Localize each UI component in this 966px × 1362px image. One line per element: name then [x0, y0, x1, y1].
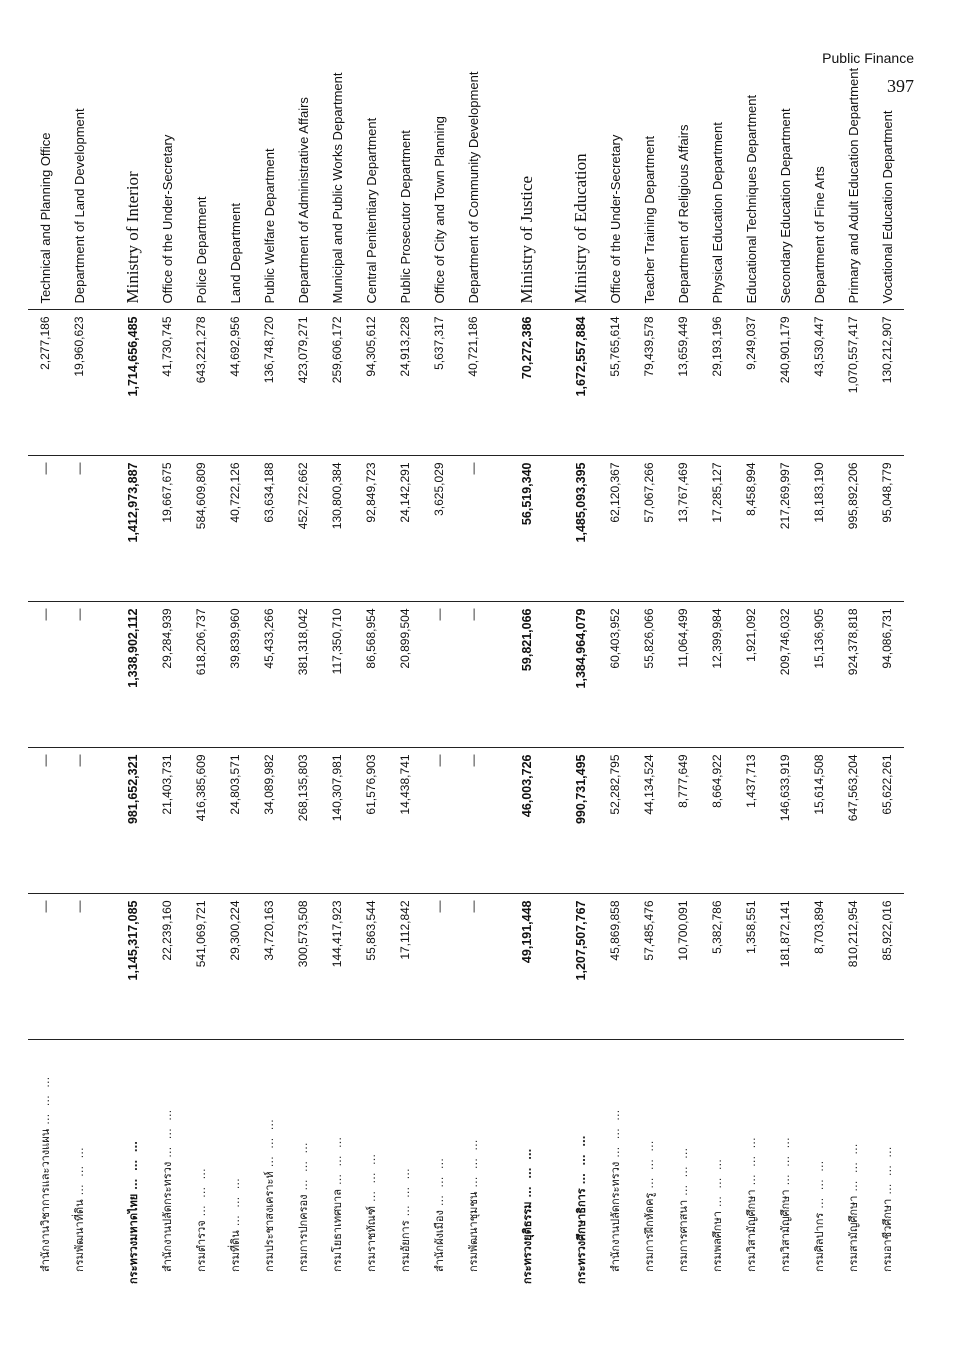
value-col-2: —: [62, 748, 96, 894]
value-col-3: 15,136,905: [802, 602, 836, 748]
leader-dots: … … …: [127, 1139, 140, 1190]
value-col-3: 1,921,092: [734, 602, 768, 748]
department-row: [320, 10, 354, 1290]
english-name: Central Penitentiary Department: [354, 10, 388, 310]
thai-name: [598, 1040, 632, 1290]
value-col-2: 268,135,803: [286, 748, 320, 894]
thai-name: [456, 1040, 490, 1290]
value-col-2: 416,385,609: [184, 748, 218, 894]
value-col-3: 209,746,032: [768, 602, 802, 748]
value-col-3: 381,318,042: [286, 602, 320, 748]
value-col-3: 29,284,939: [150, 602, 184, 748]
value-col-3: 618,206,737: [184, 602, 218, 748]
value-col-4: —: [456, 456, 490, 602]
department-row: [218, 10, 252, 1290]
value-col-2: 24,803,571: [218, 748, 252, 894]
english-name: Teacher Training Department: [632, 10, 666, 310]
department-row: [184, 10, 218, 1290]
leader-dots: … … …: [609, 1107, 622, 1158]
english-name: Primary and Adult Education Department: [836, 10, 870, 310]
value-col-5: 70,272,386: [510, 310, 544, 456]
value-col-4: 40,722,126: [218, 456, 252, 602]
value-col-4: 1,412,973,887: [116, 456, 150, 602]
value-col-4: 63,634,188: [252, 456, 286, 602]
thai-label: กรมการฝึกหัดครู: [643, 1192, 656, 1272]
thai-name: [768, 1040, 802, 1290]
row-spacer: [544, 10, 564, 1290]
thai-label: กระทรวงยุติธรรม: [521, 1201, 534, 1284]
value-col-1: 541,069,721: [184, 894, 218, 1040]
value-col-1: —: [456, 894, 490, 1040]
value-col-1: 5,382,786: [700, 894, 734, 1040]
value-col-2: —: [456, 748, 490, 894]
value-col-2: 65,622,261: [870, 748, 904, 894]
value-col-4: 452,722,662: [286, 456, 320, 602]
department-row: [286, 10, 320, 1290]
leader-dots: … … …: [263, 1117, 276, 1168]
leader-dots: … … …: [881, 1144, 894, 1195]
value-col-4: 18,183,190: [802, 456, 836, 602]
value-col-1: 181,872,141: [768, 894, 802, 1040]
value-col-1: 34,720,163: [252, 894, 286, 1040]
value-col-1: 55,863,544: [354, 894, 388, 1040]
value-col-5: 1,070,557,417: [836, 310, 870, 456]
value-col-5: 24,913,228: [388, 310, 422, 456]
value-col-4: 19,667,675: [150, 456, 184, 602]
leader-dots: … … …: [745, 1135, 758, 1186]
value-col-1: 57,485,476: [632, 894, 666, 1040]
value-col-5: 2,277,186: [28, 310, 62, 456]
running-header: Public Finance: [822, 50, 914, 66]
leader-dots: … … …: [195, 1166, 208, 1217]
value-col-3: —: [62, 602, 96, 748]
thai-name: [184, 1040, 218, 1290]
value-col-5: 43,530,447: [802, 310, 836, 456]
thai-name: [28, 1040, 62, 1290]
value-col-4: 1,485,093,395: [564, 456, 598, 602]
thai-label: กรมอัยการ: [399, 1220, 412, 1272]
value-col-5: 259,606,172: [320, 310, 354, 456]
value-col-1: —: [422, 894, 456, 1040]
leader-dots: … … …: [399, 1166, 412, 1217]
value-col-4: 584,609,809: [184, 456, 218, 602]
leader-dots: … … …: [813, 1158, 826, 1209]
value-col-2: 647,563,204: [836, 748, 870, 894]
value-col-1: 29,300,224: [218, 894, 252, 1040]
value-col-1: —: [62, 894, 96, 1040]
english-name: Department of Land Development: [62, 10, 96, 310]
value-col-5: 130,212,907: [870, 310, 904, 456]
value-col-3: —: [456, 602, 490, 748]
value-col-2: 1,437,713: [734, 748, 768, 894]
value-col-1: 45,869,858: [598, 894, 632, 1040]
department-row: [388, 10, 422, 1290]
department-row: [252, 10, 286, 1290]
thai-name: [218, 1040, 252, 1290]
page-number: 397: [887, 76, 914, 96]
thai-name: [666, 1040, 700, 1290]
department-row: [598, 10, 632, 1290]
thai-name: [510, 1040, 544, 1290]
leader-dots: … … …: [677, 1145, 690, 1196]
english-name: Ministry of Interior: [116, 10, 150, 310]
value-col-5: 44,692,956: [218, 310, 252, 456]
value-col-3: 60,403,952: [598, 602, 632, 748]
value-col-5: 9,249,037: [734, 310, 768, 456]
leader-dots: … … …: [297, 1140, 310, 1191]
value-col-3: 39,839,960: [218, 602, 252, 748]
thai-label: กรมการศาสนา: [677, 1199, 690, 1272]
leader-dots: … … …: [847, 1141, 860, 1192]
leader-dots: … … …: [521, 1146, 534, 1198]
english-name: Technical and Planning Office: [28, 10, 62, 310]
thai-label: กระทรวงศึกษาธิการ: [575, 1188, 588, 1284]
value-col-5: 1,714,656,485: [116, 310, 150, 456]
value-col-5: 13,659,449: [666, 310, 700, 456]
thai-label: กรมพลศึกษา: [711, 1211, 724, 1272]
value-col-3: 117,350,710: [320, 602, 354, 748]
leader-dots: … … …: [711, 1157, 724, 1208]
value-col-2: 46,003,726: [510, 748, 544, 894]
value-col-4: —: [62, 456, 96, 602]
thai-label: กรมที่ดิน: [229, 1230, 242, 1272]
value-col-5: 5,637,317: [422, 310, 456, 456]
thai-name: [150, 1040, 184, 1290]
thai-label: กรมพัฒนาที่ดิน: [73, 1199, 86, 1272]
value-col-3: 1,338,902,112: [116, 602, 150, 748]
value-col-5: 94,305,612: [354, 310, 388, 456]
value-col-4: —: [28, 456, 62, 602]
value-col-1: 810,212,954: [836, 894, 870, 1040]
value-col-4: 92,849,723: [354, 456, 388, 602]
department-row: [28, 10, 62, 1290]
value-col-2: 21,403,731: [150, 748, 184, 894]
thai-name: [836, 1040, 870, 1290]
value-col-5: 1,672,557,884: [564, 310, 598, 456]
leader-dots: … … …: [331, 1135, 344, 1186]
thai-name: [116, 1040, 150, 1290]
value-col-5: 643,221,278: [184, 310, 218, 456]
value-col-2: 14,438,741: [388, 748, 422, 894]
department-row: [456, 10, 490, 1290]
thai-label: กรมพัฒนาชุมชน: [467, 1191, 480, 1272]
department-row: [700, 10, 734, 1290]
value-col-4: 995,892,206: [836, 456, 870, 602]
value-col-2: 34,089,982: [252, 748, 286, 894]
leader-dots: … … …: [161, 1107, 174, 1158]
english-name: Land Department: [218, 10, 252, 310]
row-spacer: [490, 10, 510, 1290]
value-col-5: 29,193,196: [700, 310, 734, 456]
value-col-3: 12,399,984: [700, 602, 734, 748]
department-row: [768, 10, 802, 1290]
value-col-2: —: [28, 748, 62, 894]
thai-label: กระทรวงมหาดไทย: [127, 1193, 140, 1284]
thai-label: สำนักงานวิชาการและวางแผน: [39, 1128, 52, 1272]
english-name: Department of Administrative Affairs: [286, 10, 320, 310]
value-col-4: 3,625,029: [422, 456, 456, 602]
thai-label: กรมราชทัณฑ์: [365, 1206, 378, 1272]
thai-name: [62, 1040, 96, 1290]
value-col-1: 10,700,091: [666, 894, 700, 1040]
english-name: Secondary Education Department: [768, 10, 802, 310]
thai-name: [564, 1040, 598, 1290]
value-col-3: 20,899,504: [388, 602, 422, 748]
department-row: [354, 10, 388, 1290]
value-col-3: 1,384,964,079: [564, 602, 598, 748]
value-col-4: 57,067,266: [632, 456, 666, 602]
leader-dots: … … …: [229, 1176, 242, 1227]
value-col-4: 95,048,779: [870, 456, 904, 602]
ministry-row: [564, 10, 598, 1290]
value-col-3: 924,378,818: [836, 602, 870, 748]
english-name: Department of Community Development: [456, 10, 490, 310]
thai-label: กรมสามัญศึกษา: [847, 1195, 860, 1272]
value-col-2: 8,777,649: [666, 748, 700, 894]
leader-dots: … … …: [779, 1135, 792, 1186]
value-col-2: 52,282,795: [598, 748, 632, 894]
value-col-2: 44,134,524: [632, 748, 666, 894]
thai-name: [388, 1040, 422, 1290]
value-col-5: 423,079,271: [286, 310, 320, 456]
english-name: Office of the Under-Secretary: [598, 10, 632, 310]
english-name: Public Prosecutor Department: [388, 10, 422, 310]
value-col-5: 79,439,578: [632, 310, 666, 456]
department-row: [870, 10, 904, 1290]
value-col-4: 13,767,469: [666, 456, 700, 602]
department-row: [734, 10, 768, 1290]
ministry-row: [116, 10, 150, 1290]
english-name: Ministry of Justice: [510, 10, 544, 310]
english-name: Office of the Under-Secretary: [150, 10, 184, 310]
department-row: [62, 10, 96, 1290]
value-col-1: 144,417,923: [320, 894, 354, 1040]
thai-label: กรมศิลปากร: [813, 1212, 826, 1272]
row-spacer: [96, 10, 116, 1290]
budget-table-body: [28, 10, 904, 1290]
value-col-2: 8,664,922: [700, 748, 734, 894]
value-col-1: 17,112,842: [388, 894, 422, 1040]
thai-label: กรมการปกครอง: [297, 1194, 310, 1272]
leader-dots: … … …: [643, 1138, 656, 1189]
thai-label: สำนักผังเมือง: [433, 1210, 446, 1272]
value-col-3: 59,821,066: [510, 602, 544, 748]
english-name: Office of City and Town Planning: [422, 10, 456, 310]
ministry-row: [510, 10, 544, 1290]
english-name: Vocational Education Department: [870, 10, 904, 310]
value-col-1: 1,358,551: [734, 894, 768, 1040]
value-col-1: 1,145,317,085: [116, 894, 150, 1040]
leader-dots: … … …: [73, 1145, 86, 1196]
english-name: Ministry of Education: [564, 10, 598, 310]
department-row: [150, 10, 184, 1290]
thai-name: [422, 1040, 456, 1290]
value-col-1: 22,239,160: [150, 894, 184, 1040]
value-col-4: 56,519,340: [510, 456, 544, 602]
value-col-4: 17,285,127: [700, 456, 734, 602]
value-col-2: 15,614,508: [802, 748, 836, 894]
thai-label: สำนักงานปลัดกระทรวง: [161, 1161, 174, 1272]
value-col-3: 11,064,499: [666, 602, 700, 748]
value-col-4: 24,142,291: [388, 456, 422, 602]
thai-name: [354, 1040, 388, 1290]
thai-label: กรมอาชีวศึกษา: [881, 1198, 894, 1272]
thai-label: กรมตำรวจ: [195, 1220, 208, 1272]
value-col-3: 94,086,731: [870, 602, 904, 748]
value-col-1: 85,922,016: [870, 894, 904, 1040]
english-name: Department of Religious Affairs: [666, 10, 700, 310]
value-col-5: 55,765,614: [598, 310, 632, 456]
english-name: Police Department: [184, 10, 218, 310]
thai-label: กรมวิสามัญศึกษา: [779, 1189, 792, 1272]
leader-dots: … … …: [467, 1137, 480, 1188]
english-name: Municipal and Public Works Department: [320, 10, 354, 310]
thai-label: กรมประชาสงเคราะห์: [263, 1171, 276, 1272]
value-col-3: 86,568,954: [354, 602, 388, 748]
value-col-3: —: [422, 602, 456, 748]
value-col-3: 55,826,066: [632, 602, 666, 748]
thai-label: สำนักงานปลัดกระทรวง: [609, 1161, 622, 1272]
value-col-5: 240,901,179: [768, 310, 802, 456]
thai-label: กรมโยธาเทศบาล: [331, 1189, 344, 1272]
value-col-3: 45,433,266: [252, 602, 286, 748]
thai-name: [632, 1040, 666, 1290]
value-col-1: 49,191,448: [510, 894, 544, 1040]
value-col-2: 140,307,981: [320, 748, 354, 894]
thai-name: [734, 1040, 768, 1290]
value-col-3: —: [28, 602, 62, 748]
value-col-1: 1,207,507,767: [564, 894, 598, 1040]
value-col-1: 8,703,894: [802, 894, 836, 1040]
english-name: Department of Fine Arts: [802, 10, 836, 310]
value-col-5: 19,960,623: [62, 310, 96, 456]
department-row: [422, 10, 456, 1290]
thai-name: [802, 1040, 836, 1290]
english-name: Physical Education Department: [700, 10, 734, 310]
value-col-4: 130,800,384: [320, 456, 354, 602]
leader-dots: … … …: [575, 1133, 588, 1185]
value-col-2: —: [422, 748, 456, 894]
leader-dots: … … …: [39, 1074, 52, 1125]
budget-table: [28, 10, 904, 1290]
thai-name: [700, 1040, 734, 1290]
value-col-5: 40,721,186: [456, 310, 490, 456]
value-col-5: 41,730,745: [150, 310, 184, 456]
department-row: [802, 10, 836, 1290]
english-name: Public Welfare Department: [252, 10, 286, 310]
value-col-4: 62,120,367: [598, 456, 632, 602]
value-col-5: 136,748,720: [252, 310, 286, 456]
value-col-4: 217,269,997: [768, 456, 802, 602]
department-row: [836, 10, 870, 1290]
value-col-2: 981,652,321: [116, 748, 150, 894]
value-col-2: 146,633,919: [768, 748, 802, 894]
leader-dots: … … …: [433, 1156, 446, 1207]
department-row: [666, 10, 700, 1290]
value-col-1: —: [28, 894, 62, 1040]
leader-dots: … … …: [365, 1152, 378, 1203]
value-col-2: 990,731,495: [564, 748, 598, 894]
value-col-4: 8,458,994: [734, 456, 768, 602]
department-row: [632, 10, 666, 1290]
thai-name: [252, 1040, 286, 1290]
value-col-2: 61,576,903: [354, 748, 388, 894]
thai-label: กรมวิสามัญศึกษา: [745, 1189, 758, 1272]
english-name: Educational Techniques Department: [734, 10, 768, 310]
thai-name: [320, 1040, 354, 1290]
thai-name: [870, 1040, 904, 1290]
value-col-1: 300,573,508: [286, 894, 320, 1040]
thai-name: [286, 1040, 320, 1290]
